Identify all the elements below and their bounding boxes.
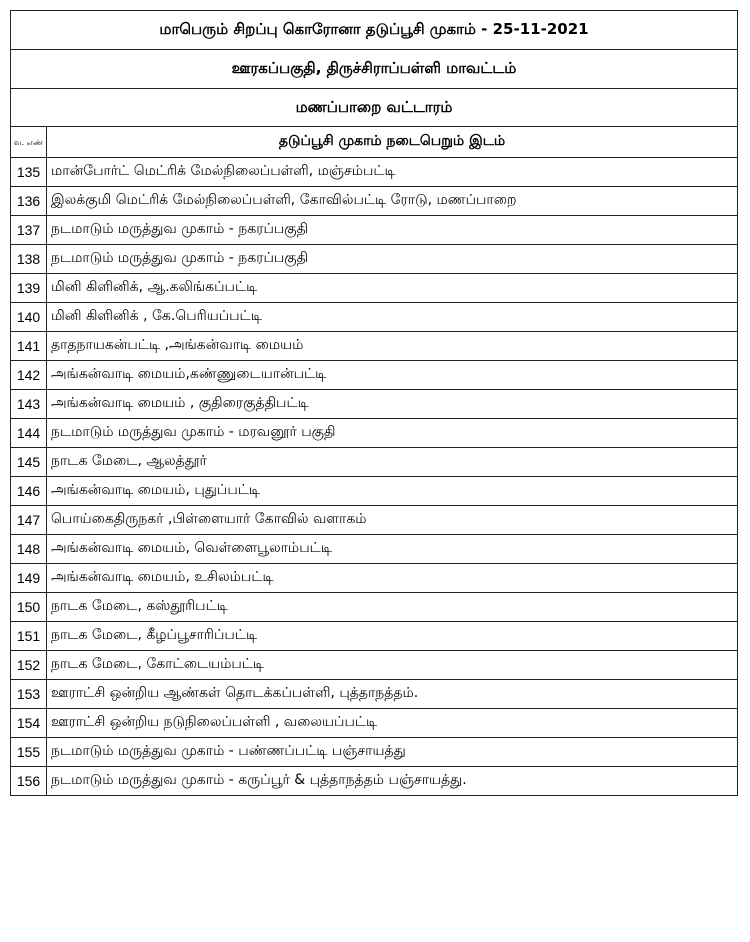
table-row [11,709,738,738]
table-row [11,593,738,622]
camp-location-cell: நாடக மேடை, கஸ்தூரிபட்டி [47,593,738,622]
table-row [11,361,738,390]
serial-number-cell: 152 [11,651,47,680]
table-row [11,506,738,535]
area-heading: ஊரகப்பகுதி, திருச்சிராப்பள்ளி மாவட்டம் [11,50,738,89]
serial-number-cell: 148 [11,535,47,564]
camp-location-cell: அங்கன்வாடி மையம் , குதிரைகுத்திபட்டி [47,390,738,419]
camp-location-cell: நாடக மேடை, கோட்டையம்பட்டி [47,651,738,680]
table-row [11,651,738,680]
serial-number-cell: 147 [11,506,47,535]
serial-number-cell: 141 [11,332,47,361]
table-row [11,390,738,419]
title-row [11,11,738,50]
table-row [11,448,738,477]
camp-location-cell: அங்கன்வாடி மையம்,கண்ணுடையான்பட்டி [47,361,738,390]
block-row [11,89,738,127]
block-heading: மணப்பாறை வட்டாரம் [11,89,738,127]
serial-number-cell: 136 [11,187,47,216]
camp-table [10,10,738,796]
table-row [11,738,738,767]
serial-number-cell: 135 [11,158,47,187]
serial-number-cell: 139 [11,274,47,303]
serial-number-cell: 156 [11,767,47,796]
camp-location-cell: நாடக மேடை, கீழப்பூசாரிப்பட்டி [47,622,738,651]
serial-number-cell: 138 [11,245,47,274]
camp-location-cell: நாடக மேடை, ஆலத்தூர் [47,448,738,477]
table-row [11,332,738,361]
serial-number-cell: 142 [11,361,47,390]
camp-location-cell: மினி கிளினிக் , கே.பெரியப்பட்டி [47,303,738,332]
table-row [11,216,738,245]
table-row [11,622,738,651]
camp-location-cell: மினி கிளினிக், ஆ.கலிங்கப்பட்டி [47,274,738,303]
table-row [11,477,738,506]
camp-location-cell: நடமாடும் மருத்துவ முகாம் - பண்ணப்பட்டி பஞ்சாயத்து [47,738,738,767]
camp-location-cell: தாதநாயகன்பட்டி ,அங்கன்வாடி மையம் [47,332,738,361]
serial-number-cell: 144 [11,419,47,448]
camp-location-cell: நடமாடும் மருத்துவ முகாம் - நகரப்பகுதி [47,216,738,245]
place-column-header: தடுப்பூசி முகாம் நடைபெறும் இடம் [47,127,738,158]
serial-number-cell: 155 [11,738,47,767]
table-row [11,245,738,274]
camp-location-cell: நடமாடும் மருத்துவ முகாம் - நகரப்பகுதி [47,245,738,274]
table-row [11,303,738,332]
camp-location-cell: பொய்கைதிருநகர் ,பிள்ளையார் கோவில் வளாகம் [47,506,738,535]
serial-number-cell: 149 [11,564,47,593]
table-row [11,564,738,593]
table-row [11,680,738,709]
table-row [11,535,738,564]
serial-number-cell: 153 [11,680,47,709]
column-header-row [11,127,738,158]
serial-number-cell: 145 [11,448,47,477]
table-row [11,274,738,303]
serial-number-cell: 154 [11,709,47,738]
table-row [11,158,738,187]
vaccination-camp-sheet [10,10,738,796]
serial-number-cell: 140 [11,303,47,332]
table-row [11,419,738,448]
camp-location-cell: அங்கன்வாடி மையம், வெள்ளைபூலாம்பட்டி [47,535,738,564]
serial-column-header: வ. எண் [11,127,47,158]
camp-location-cell: ஊராட்சி ஒன்றிய நடுநிலைப்பள்ளி , வலையப்பட்டி [47,709,738,738]
table-row [11,767,738,796]
document-title: மாபெரும் சிறப்பு கொரோனா தடுப்பூசி முகாம் - 25-11-2021 [11,11,738,50]
camp-location-cell: இலக்குமி மெட்ரிக் மேல்நிலைப்பள்ளி, கோவில்பட்டி ரோடு, மணப்பாறை [47,187,738,216]
camp-location-cell: அங்கன்வாடி மையம், உசிலம்பட்டி [47,564,738,593]
serial-number-cell: 143 [11,390,47,419]
serial-number-cell: 150 [11,593,47,622]
serial-number-cell: 137 [11,216,47,245]
area-row [11,50,738,89]
serial-number-cell: 146 [11,477,47,506]
camp-location-cell: ஊராட்சி ஒன்றிய ஆண்கள் தொடக்கப்பள்ளி, புத்தாநத்தம். [47,680,738,709]
camp-location-cell: நடமாடும் மருத்துவ முகாம் - கருப்பூர் & புத்தாநத்தம் பஞ்சாயத்து. [47,767,738,796]
table-row [11,187,738,216]
serial-number-cell: 151 [11,622,47,651]
camp-location-cell: நடமாடும் மருத்துவ முகாம் - மரவனூர் பகுதி [47,419,738,448]
camp-location-cell: அங்கன்வாடி மையம், புதுப்பட்டி [47,477,738,506]
camp-location-cell: மான்போர்ட் மெட்ரிக் மேல்நிலைப்பள்ளி, மஞ்சம்பட்டி [47,158,738,187]
